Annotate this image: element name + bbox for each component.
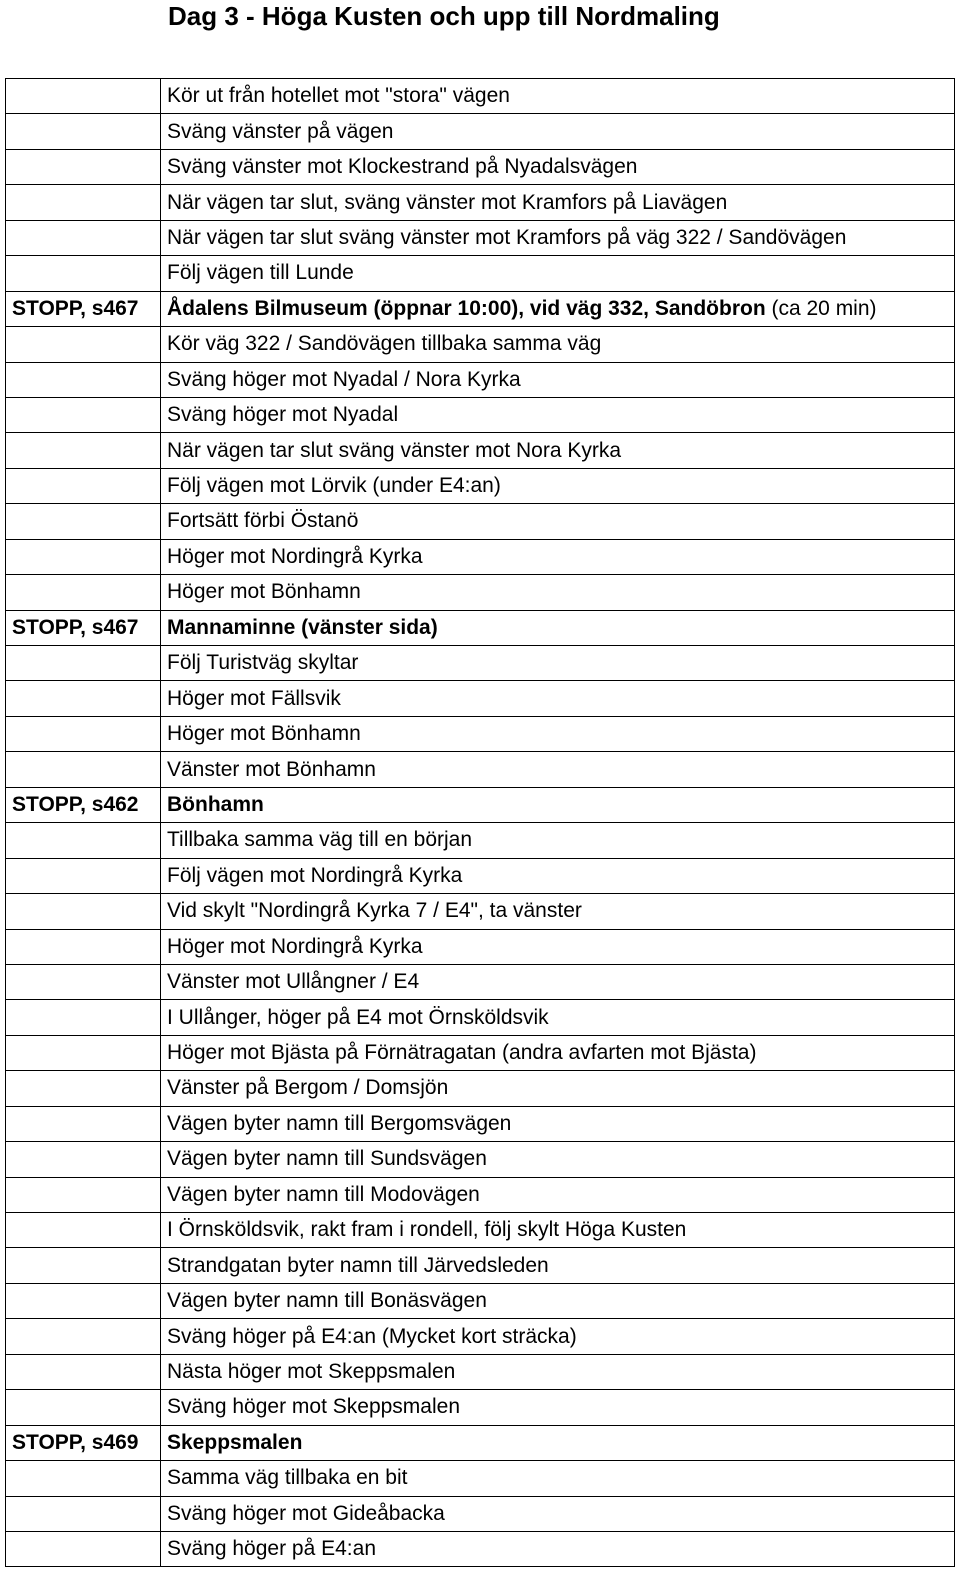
direction-row xyxy=(6,1071,955,1106)
stop-label xyxy=(6,256,161,291)
stop-label xyxy=(6,929,161,964)
stop-label xyxy=(6,1390,161,1425)
direction-text xyxy=(161,504,955,539)
stop-label xyxy=(6,1071,161,1106)
row-text: Kör väg 322 / Sandövägen tillbaka samma väg xyxy=(167,332,602,356)
route-table-body xyxy=(6,79,955,1567)
row-text: Höger mot Fällsvik xyxy=(167,686,341,710)
direction-row xyxy=(6,220,955,255)
stop-label xyxy=(6,185,161,220)
stop-label xyxy=(6,716,161,751)
stop-row xyxy=(6,1425,955,1460)
direction-row xyxy=(6,433,955,468)
direction-text xyxy=(161,539,955,574)
stop-label xyxy=(6,752,161,787)
direction-text xyxy=(161,894,955,929)
direction-row xyxy=(6,1319,955,1354)
stop-row xyxy=(6,291,955,326)
row-text: Höger mot Bönhamn xyxy=(167,580,361,604)
direction-text xyxy=(161,256,955,291)
direction-row xyxy=(6,362,955,397)
direction-row xyxy=(6,575,955,610)
direction-text xyxy=(161,1531,955,1566)
route-table xyxy=(5,78,955,1567)
row-text: Bönhamn xyxy=(167,792,264,816)
direction-text xyxy=(161,1035,955,1070)
row-text: Sväng höger på E4:an xyxy=(167,1537,376,1561)
direction-row xyxy=(6,1354,955,1389)
direction-text xyxy=(161,752,955,787)
stop-label xyxy=(6,1035,161,1070)
direction-text xyxy=(161,1106,955,1141)
direction-text xyxy=(161,362,955,397)
direction-text xyxy=(161,858,955,893)
direction-text xyxy=(161,929,955,964)
row-text: Vänster mot Ullångner / E4 xyxy=(167,970,420,994)
stop-label xyxy=(6,823,161,858)
stop-label xyxy=(6,149,161,184)
direction-text xyxy=(161,220,955,255)
row-text: Sväng vänster mot Klockestrand på Nyadalsvägen xyxy=(167,155,638,179)
direction-text xyxy=(161,964,955,999)
direction-row xyxy=(6,964,955,999)
row-text: Vägen byter namn till Sundsvägen xyxy=(167,1147,487,1171)
direction-text xyxy=(161,468,955,503)
direction-text xyxy=(161,1390,955,1425)
direction-text xyxy=(161,681,955,716)
stop-label xyxy=(6,1531,161,1566)
row-text-suffix: (ca 20 min) xyxy=(765,296,877,320)
row-text: Följ vägen till Lunde xyxy=(167,261,354,285)
stop-row xyxy=(6,610,955,645)
stop-label xyxy=(6,681,161,716)
direction-row xyxy=(6,929,955,964)
direction-row xyxy=(6,185,955,220)
direction-text xyxy=(161,1496,955,1531)
stop-label xyxy=(6,894,161,929)
stop-label: STOPP, s469 xyxy=(6,1425,161,1460)
row-text: Tillbaka samma väg till en början xyxy=(167,828,473,852)
row-text: Strandgatan byter namn till Järvedsleden xyxy=(167,1253,549,1277)
row-text: Fortsätt förbi Östanö xyxy=(167,509,359,533)
stop-label xyxy=(6,964,161,999)
stop-name xyxy=(161,610,955,645)
row-text: Nästa höger mot Skeppsmalen xyxy=(167,1359,456,1383)
direction-text xyxy=(161,1248,955,1283)
direction-row xyxy=(6,1496,955,1531)
row-text: Följ vägen mot Lörvik (under E4:an) xyxy=(167,474,501,498)
direction-text xyxy=(161,823,955,858)
row-text: Höger mot Nordingrå Kyrka xyxy=(167,544,423,568)
stop-label xyxy=(6,539,161,574)
row-text: När vägen tar slut sväng vänster mot Nora Kyrka xyxy=(167,438,622,462)
direction-text xyxy=(161,1142,955,1177)
stop-name xyxy=(161,291,955,326)
direction-text xyxy=(161,397,955,432)
direction-text xyxy=(161,79,955,114)
row-text: Vägen byter namn till Modovägen xyxy=(167,1182,480,1206)
row-text: Sväng vänster på vägen xyxy=(167,119,394,143)
direction-text xyxy=(161,1177,955,1212)
direction-row xyxy=(6,1035,955,1070)
direction-row xyxy=(6,646,955,681)
stop-label xyxy=(6,1248,161,1283)
direction-text xyxy=(161,149,955,184)
direction-row xyxy=(6,894,955,929)
stop-label xyxy=(6,1106,161,1141)
stop-name xyxy=(161,787,955,822)
stop-label xyxy=(6,646,161,681)
direction-row xyxy=(6,716,955,751)
row-text: Vid skylt "Nordingrå Kyrka 7 / E4", ta vänster xyxy=(167,899,582,923)
direction-row xyxy=(6,1000,955,1035)
direction-text xyxy=(161,114,955,149)
stop-label xyxy=(6,504,161,539)
direction-text xyxy=(161,575,955,610)
direction-row xyxy=(6,752,955,787)
stop-label: STOPP, s467 xyxy=(6,610,161,645)
direction-row xyxy=(6,1213,955,1248)
stop-label: STOPP, s462 xyxy=(6,787,161,822)
row-text: Sväng höger mot Nyadal / Nora Kyrka xyxy=(167,367,521,391)
direction-row xyxy=(6,823,955,858)
direction-row xyxy=(6,858,955,893)
stop-label: STOPP, s467 xyxy=(6,291,161,326)
row-text: När vägen tar slut sväng vänster mot Kramfors på väg 322 / Sandövägen xyxy=(167,225,847,249)
direction-row xyxy=(6,1461,955,1496)
row-text: Höger mot Bönhamn xyxy=(167,722,361,746)
direction-text xyxy=(161,433,955,468)
stop-label xyxy=(6,362,161,397)
direction-text xyxy=(161,1000,955,1035)
direction-text xyxy=(161,1461,955,1496)
stop-label xyxy=(6,1354,161,1389)
stop-name xyxy=(161,1425,955,1460)
direction-text xyxy=(161,327,955,362)
direction-text xyxy=(161,1071,955,1106)
direction-row xyxy=(6,149,955,184)
row-text: Ådalens Bilmuseum (öppnar 10:00), vid väg 332, Sandöbron xyxy=(167,296,766,320)
row-text: Följ Turistväg skyltar xyxy=(167,651,359,675)
row-text: Samma väg tillbaka en bit xyxy=(167,1466,408,1490)
row-text: Sväng höger mot Gideåbacka xyxy=(167,1501,445,1525)
stop-label xyxy=(6,1496,161,1531)
direction-text xyxy=(161,716,955,751)
row-text: Vägen byter namn till Bonäsvägen xyxy=(167,1289,487,1313)
direction-text xyxy=(161,1213,955,1248)
direction-row xyxy=(6,539,955,574)
row-text: Mannaminne (vänster sida) xyxy=(167,615,438,639)
direction-row xyxy=(6,327,955,362)
row-text: Skeppsmalen xyxy=(167,1430,303,1454)
row-text: Höger mot Nordingrå Kyrka xyxy=(167,934,423,958)
direction-row xyxy=(6,1248,955,1283)
row-text: Vänster på Bergom / Domsjön xyxy=(167,1076,449,1100)
direction-row xyxy=(6,1177,955,1212)
direction-row xyxy=(6,79,955,114)
row-text: I Örnsköldsvik, rakt fram i rondell, följ skylt Höga Kusten xyxy=(167,1218,687,1242)
stop-label xyxy=(6,79,161,114)
direction-row xyxy=(6,1106,955,1141)
stop-label xyxy=(6,1142,161,1177)
direction-row xyxy=(6,468,955,503)
direction-row xyxy=(6,1142,955,1177)
row-text: Följ vägen mot Nordingrå Kyrka xyxy=(167,863,463,887)
stop-row xyxy=(6,787,955,822)
row-text: Kör ut från hotellet mot "stora" vägen xyxy=(167,84,510,108)
stop-label xyxy=(6,1000,161,1035)
stop-label xyxy=(6,433,161,468)
row-text: Höger mot Bjästa på Förnätragatan (andra avfarten mot Bjästa) xyxy=(167,1041,757,1065)
direction-text xyxy=(161,1283,955,1318)
direction-row xyxy=(6,397,955,432)
direction-row xyxy=(6,681,955,716)
direction-row xyxy=(6,114,955,149)
direction-row xyxy=(6,504,955,539)
direction-row xyxy=(6,1283,955,1318)
stop-label xyxy=(6,220,161,255)
row-text: Sväng höger på E4:an (Mycket kort sträcka) xyxy=(167,1324,577,1348)
direction-text xyxy=(161,1319,955,1354)
stop-label xyxy=(6,1283,161,1318)
row-text: Sväng höger mot Nyadal xyxy=(167,403,399,427)
direction-row xyxy=(6,1531,955,1566)
direction-row xyxy=(6,256,955,291)
direction-text xyxy=(161,646,955,681)
stop-label xyxy=(6,1461,161,1496)
stop-label xyxy=(6,468,161,503)
stop-label xyxy=(6,114,161,149)
page-title: Dag 3 - Höga Kusten och upp till Nordmaling xyxy=(168,1,720,31)
stop-label xyxy=(6,1177,161,1212)
row-text: Sväng höger mot Skeppsmalen xyxy=(167,1395,461,1419)
stop-label xyxy=(6,397,161,432)
direction-row xyxy=(6,1390,955,1425)
stop-label xyxy=(6,327,161,362)
stop-label xyxy=(6,1319,161,1354)
stop-label xyxy=(6,1213,161,1248)
stop-label xyxy=(6,575,161,610)
direction-text xyxy=(161,185,955,220)
direction-text xyxy=(161,1354,955,1389)
row-text: Vägen byter namn till Bergomsvägen xyxy=(167,1111,512,1135)
row-text: I Ullånger, höger på E4 mot Örnsköldsvik xyxy=(167,1005,549,1029)
row-text: Vänster mot Bönhamn xyxy=(167,757,376,781)
stop-label xyxy=(6,858,161,893)
row-text: När vägen tar slut, sväng vänster mot Kramfors på Liavägen xyxy=(167,190,728,214)
